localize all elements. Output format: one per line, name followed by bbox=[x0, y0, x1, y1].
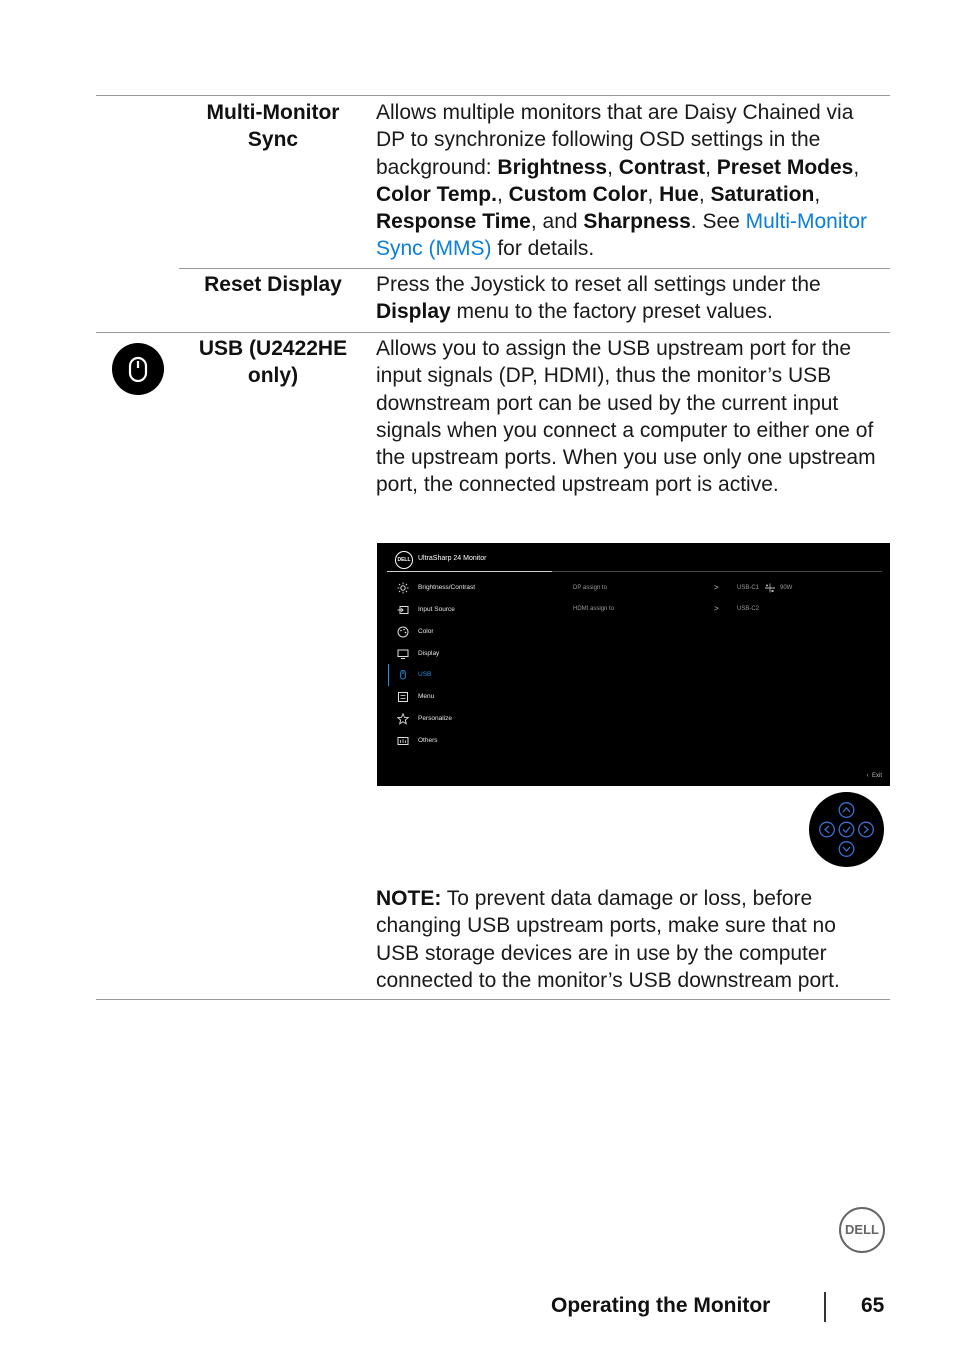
usb-description: Allows you to assign the USB upstream port for the input signals (DP, HDMI), thus the monitor’s USB downstream port can be used by the current input signals when you connect a computer to either one of the upstream ports. When you use only one upstream port, the connected upstream port is active. bbox=[376, 337, 876, 497]
osd-menu-item-display[interactable]: Display bbox=[397, 648, 537, 662]
mms-label: Multi-Monitor Sync bbox=[206, 101, 340, 151]
mms-link[interactable]: Multi-Monitor Sync (MMS) bbox=[376, 210, 868, 261]
palette-icon bbox=[397, 626, 409, 638]
menu-icon bbox=[397, 691, 409, 703]
usb-label: USB (U2422HE only) bbox=[198, 337, 348, 387]
others-icon bbox=[397, 735, 409, 747]
osd-menu-item-personalize[interactable]: Personalize bbox=[397, 713, 537, 727]
usb-power-icon bbox=[764, 582, 776, 594]
osd-selection-bar bbox=[388, 664, 389, 686]
osd-dell-logo: DELL bbox=[395, 551, 413, 569]
reset-display-label: Reset Display bbox=[204, 273, 342, 296]
osd-option-dp-assign[interactable]: DP assign to bbox=[573, 585, 607, 591]
table-top-rule bbox=[96, 95, 890, 96]
note-label: NOTE: bbox=[376, 887, 442, 910]
page-number: 65 bbox=[861, 1294, 885, 1317]
mms-description: Allows multiple monitors that are Daisy Chained via DP to synchronize following OSD settings in the background: Brightness, Contrast, Preset Modes, Color Temp., Custom Color, Hue, Saturation, Response Time, and Sharpness. See Multi-Monitor Sync (MMS) for details. bbox=[376, 101, 868, 261]
chevron-right-icon: > bbox=[714, 583, 719, 592]
osd-title: UltraSharp 24 Monitor bbox=[418, 555, 487, 562]
chevron-right-icon: > bbox=[714, 604, 719, 613]
footer-divider bbox=[824, 1292, 826, 1322]
chevron-left-icon: ‹ bbox=[866, 773, 869, 779]
osd-menu-item-color[interactable]: Color bbox=[397, 626, 537, 640]
display-icon bbox=[397, 648, 409, 660]
row-divider bbox=[96, 332, 890, 333]
reset-display-description: Press the Joystick to reset all settings under the Display menu to the factory preset values. bbox=[376, 273, 821, 324]
osd-menu-item-usb[interactable]: USB bbox=[397, 669, 537, 683]
row-divider bbox=[179, 268, 890, 269]
osd-title-underline-active bbox=[387, 571, 552, 572]
osd-option-hdmi-assign[interactable]: HDMI assign to bbox=[573, 606, 615, 612]
input-icon bbox=[397, 604, 409, 616]
joystick-icon bbox=[809, 792, 884, 867]
osd-menu-item-menu[interactable]: Menu bbox=[397, 691, 537, 705]
osd-menu-screenshot bbox=[377, 543, 890, 786]
dell-logo: DELL bbox=[839, 1207, 885, 1253]
osd-menu-item-brightness[interactable]: Brightness/Contrast bbox=[397, 582, 537, 596]
osd-menu-item-input-source[interactable]: Input Source bbox=[397, 604, 537, 618]
star-icon bbox=[397, 713, 409, 725]
osd-value-power: 90W bbox=[780, 585, 793, 591]
sun-icon bbox=[397, 582, 409, 594]
osd-title-underline bbox=[552, 571, 882, 572]
osd-exit[interactable]: ‹ Exit bbox=[866, 773, 882, 779]
osd-value-dp: USB-C1 bbox=[737, 585, 760, 591]
usb-mouse-icon bbox=[112, 343, 164, 395]
osd-value-hdmi: USB-C2 bbox=[737, 606, 760, 612]
mouse-icon bbox=[397, 669, 409, 681]
usb-note: NOTE: To prevent data damage or loss, before changing USB upstream ports, make sure that no USB storage devices are in use by the computer connected to the monitor’s USB downstream port. bbox=[376, 887, 840, 992]
osd-menu-item-others[interactable]: Others bbox=[397, 735, 537, 749]
table-bottom-rule bbox=[96, 999, 890, 1000]
footer-section-title: Operating the Monitor bbox=[551, 1294, 771, 1317]
